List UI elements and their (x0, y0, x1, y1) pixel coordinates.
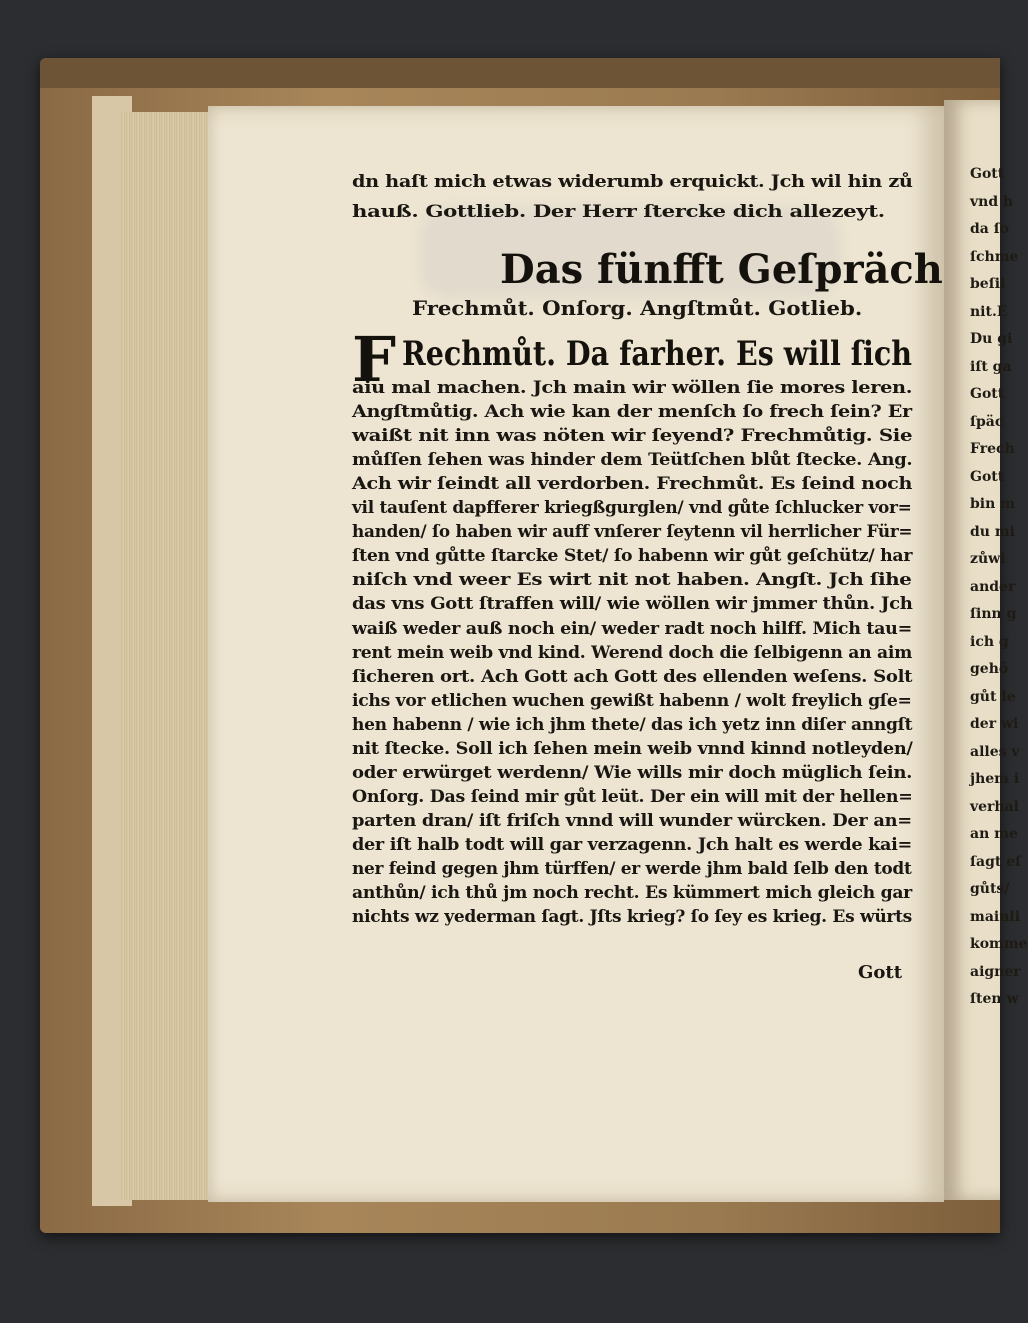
body-line: parten dran/ iſt friſch vnnd will wunder würcken. Der an= (352, 810, 912, 831)
right-page-line: jhem i (970, 771, 1020, 787)
right-page (944, 100, 1028, 1200)
body-line: rent mein weib vnd kind. Werend doch die ſelbigenn an aim (352, 642, 913, 663)
right-page-line: iſt ga (970, 358, 1012, 375)
right-page-line: du mi (970, 523, 1015, 540)
right-page-line: ſagt eſ (970, 853, 1022, 870)
right-page-line: da ſo (970, 221, 1010, 237)
cover-top-edge (40, 58, 1000, 88)
body-line: Ach wir ſeindt all verdorben. Frechmůt. Es ſeind noch (352, 474, 913, 495)
speakers-line: Frechmůt. Onſorg. Angſtmůt. Gotlieb. (412, 296, 863, 320)
body-line: waißt nit inn was nöten wir ſeyend? Frechmůtig. Sie (352, 426, 913, 447)
right-page-line: Gott (970, 166, 1005, 182)
page-title: Das fünfft Geſpräch (500, 246, 943, 293)
right-page-line: nit.E (970, 303, 1008, 320)
right-page-line: Gott (970, 468, 1005, 485)
right-page-line: bin m (970, 496, 1015, 512)
right-page-line: verhal (970, 798, 1019, 815)
drop-cap: F (352, 323, 397, 396)
right-page-line: mainli (970, 908, 1021, 925)
page-edges (120, 112, 212, 1200)
body-line: das vns Gott ſtraffen will/ wie wöllen wir jmmer thůn. Jch (352, 594, 913, 615)
right-page-line: aigner (970, 963, 1021, 980)
body-line: ſten vnd gůtte ſtarcke Stet/ ſo habenn wir gůt geſchütz/ har (352, 546, 913, 567)
body-line: ner feind gegen jhm türffen/ er werde jhm bald ſelb den todt (352, 859, 912, 879)
catchword: Gott (858, 962, 903, 983)
right-page-line: gůt le (970, 688, 1016, 705)
body-line: nichts wz yederman ſagt. Jſts krieg? ſo ſey es krieg. Es würts (352, 907, 912, 928)
right-page-line: der wi (970, 716, 1019, 732)
body-line: niſch vnd weer Es wirt nit not haben. Angſt. Jch ſihe (352, 570, 912, 591)
right-page-line: ſinn g (970, 606, 1017, 622)
right-page-line: Gott (970, 386, 1005, 402)
top-line-1: dn haſt mich etwas widerumb erquickt. Jch wil hin zů (352, 172, 913, 192)
body-line: oder erwürget werdenn/ Wie wills mir doch müglich ſein. (352, 762, 913, 783)
body-line: anthůn/ ich thů jm noch recht. Es kümmert mich gleich gar (352, 883, 912, 904)
right-page-line: gůts/ (970, 881, 1010, 897)
right-page-line: gehö (970, 661, 1009, 677)
body-line: aiu mal machen. Jch main wir wöllen ſie mores leren. (352, 378, 913, 398)
right-page-line: vnd h (970, 193, 1014, 210)
right-page-line: ſpäc (970, 413, 1004, 430)
right-page-line: komme (970, 936, 1028, 952)
body-line: můſſen ſehen was hinder dem Teütſchen blůt ſtecke. Ang. (352, 450, 913, 471)
body-line: vil tauſent dapfferer kriegßgurglen/ vnd gůte ſchlucker vor= (352, 498, 912, 519)
right-page-line: ſchme (970, 248, 1019, 265)
right-page-line: alles v (970, 743, 1020, 760)
right-page-line: ſten w (970, 991, 1019, 1007)
right-page-line: ander (970, 578, 1016, 595)
first-line: Rechmůt. Da farher. Es will ſich (402, 334, 912, 374)
right-page-line: Du gi (970, 331, 1013, 347)
body-line: waiß weder auß noch ein/ weder radt noch hilff. Mich tau= (352, 618, 912, 639)
right-page-line: zůwi (970, 551, 1006, 567)
body-line: ſicheren ort. Ach Gott ach Gott des ellenden weſens. Solt (352, 666, 913, 687)
body-line: handen/ ſo haben wir auff vnſerer ſeytenn vil herrlicher Für= (352, 522, 913, 543)
body-line: nit ſtecke. Soll ich ſehen mein weib vnnd kinnd notleyden/ (352, 738, 913, 759)
body-line: Onſorg. Das ſeind mir gůt leüt. Der ein will mit der hellen= (352, 786, 913, 807)
body-line: der iſt halb todt will gar verzagenn. Jch halt es werde kai= (352, 834, 912, 855)
body-line: ichs vor etlichen wuchen gewißt habenn / wolt freylich gſe= (352, 690, 912, 711)
right-page-line: ich g (970, 633, 1009, 650)
body-line: Angſtmůtig. Ach wie kan der menſch ſo frech ſein? Er (352, 402, 912, 423)
right-page-line: an me (970, 826, 1018, 842)
right-page-line: beſil (970, 276, 1006, 292)
body-line: hen habenn / wie ich jhm thete/ das ich yetz inn diſer anngſt (352, 714, 913, 735)
top-line-2: hauß. Gottlieb. Der Herr ſtercke dich allezeyt. (352, 202, 885, 222)
right-page-line: Frech (970, 441, 1015, 457)
